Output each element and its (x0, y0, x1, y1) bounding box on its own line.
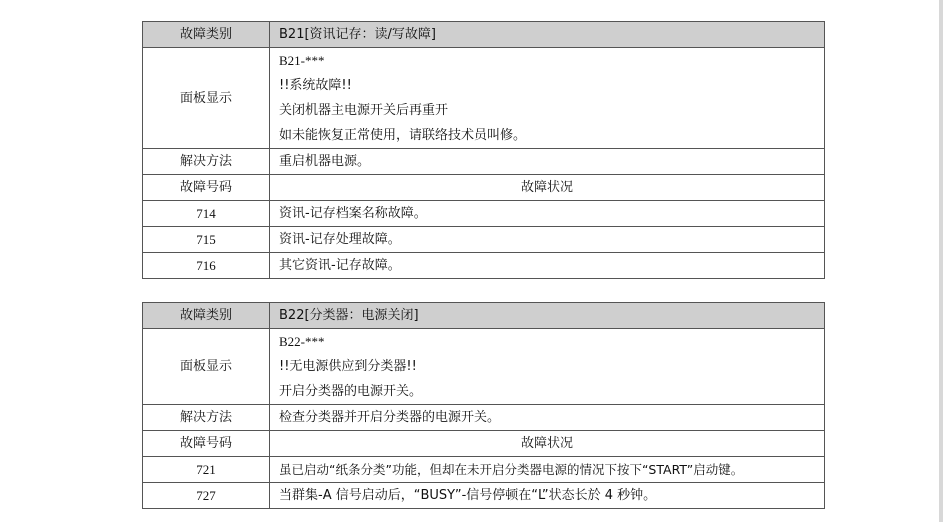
table-row (143, 253, 825, 279)
category-label: 故障类别 (143, 22, 270, 48)
category-label: 故障类别 (143, 303, 270, 329)
error-table-b21 (142, 21, 825, 279)
solution-row (143, 405, 825, 431)
panel-line: 开启分类器的电源开关。 (279, 384, 423, 399)
panel-line: B22-*** (279, 334, 325, 349)
error-status: 其它资讯-记存故障。 (270, 253, 825, 279)
panel-display-row (143, 329, 825, 405)
panel-line: !!系统故障!! (279, 78, 352, 93)
panel-display-text (270, 48, 825, 149)
solution-label: 解决方法 (143, 405, 270, 431)
page-edge-shadow (939, 0, 943, 522)
table-row (143, 201, 825, 227)
error-status: 资讯-记存处理故障。 (270, 227, 825, 253)
error-code: 727 (143, 483, 270, 509)
column-header-row (143, 175, 825, 201)
panel-display-label: 面板显示 (143, 48, 270, 149)
table-row (143, 457, 825, 483)
panel-line: 如未能恢复正常使用，请联络技术员叫修。 (279, 128, 527, 143)
solution-row (143, 149, 825, 175)
solution-value: 检查分类器并开启分类器的电源开关。 (270, 405, 825, 431)
category-row (143, 22, 825, 48)
table-row (143, 483, 825, 509)
panel-line: 关闭机器主电源开关后再重开 (279, 103, 449, 118)
panel-display-row (143, 48, 825, 149)
panel-line: !!无电源供应到分类器!! (279, 359, 417, 374)
table-row (143, 227, 825, 253)
error-code: 721 (143, 457, 270, 483)
code-column-header: 故障号码 (143, 175, 270, 201)
solution-value: 重启机器电源。 (270, 149, 825, 175)
error-status: 虽已启动“纸条分类”功能，但却在未开启分类器电源的情况下按下“START”启动键。 (270, 457, 825, 483)
error-code: 715 (143, 227, 270, 253)
error-status: 资讯-记存档案名称故障。 (270, 201, 825, 227)
status-column-header: 故障状况 (270, 175, 825, 201)
status-column-header: 故障状况 (270, 431, 825, 457)
code-column-header: 故障号码 (143, 431, 270, 457)
panel-line: B21-*** (279, 53, 325, 68)
category-row (143, 303, 825, 329)
panel-display-text (270, 329, 825, 405)
error-table-b22 (142, 302, 825, 509)
category-value: B22[分类器：电源关闭] (270, 303, 825, 329)
error-code: 716 (143, 253, 270, 279)
error-code: 714 (143, 201, 270, 227)
error-status: 当群集-A 信号启动后，“BUSY”-信号停顿在“L”状态长於 4 秒钟。 (270, 483, 825, 509)
panel-display-label: 面板显示 (143, 329, 270, 405)
column-header-row (143, 431, 825, 457)
solution-label: 解决方法 (143, 149, 270, 175)
category-value: B21[资讯记存：读/写故障] (270, 22, 825, 48)
